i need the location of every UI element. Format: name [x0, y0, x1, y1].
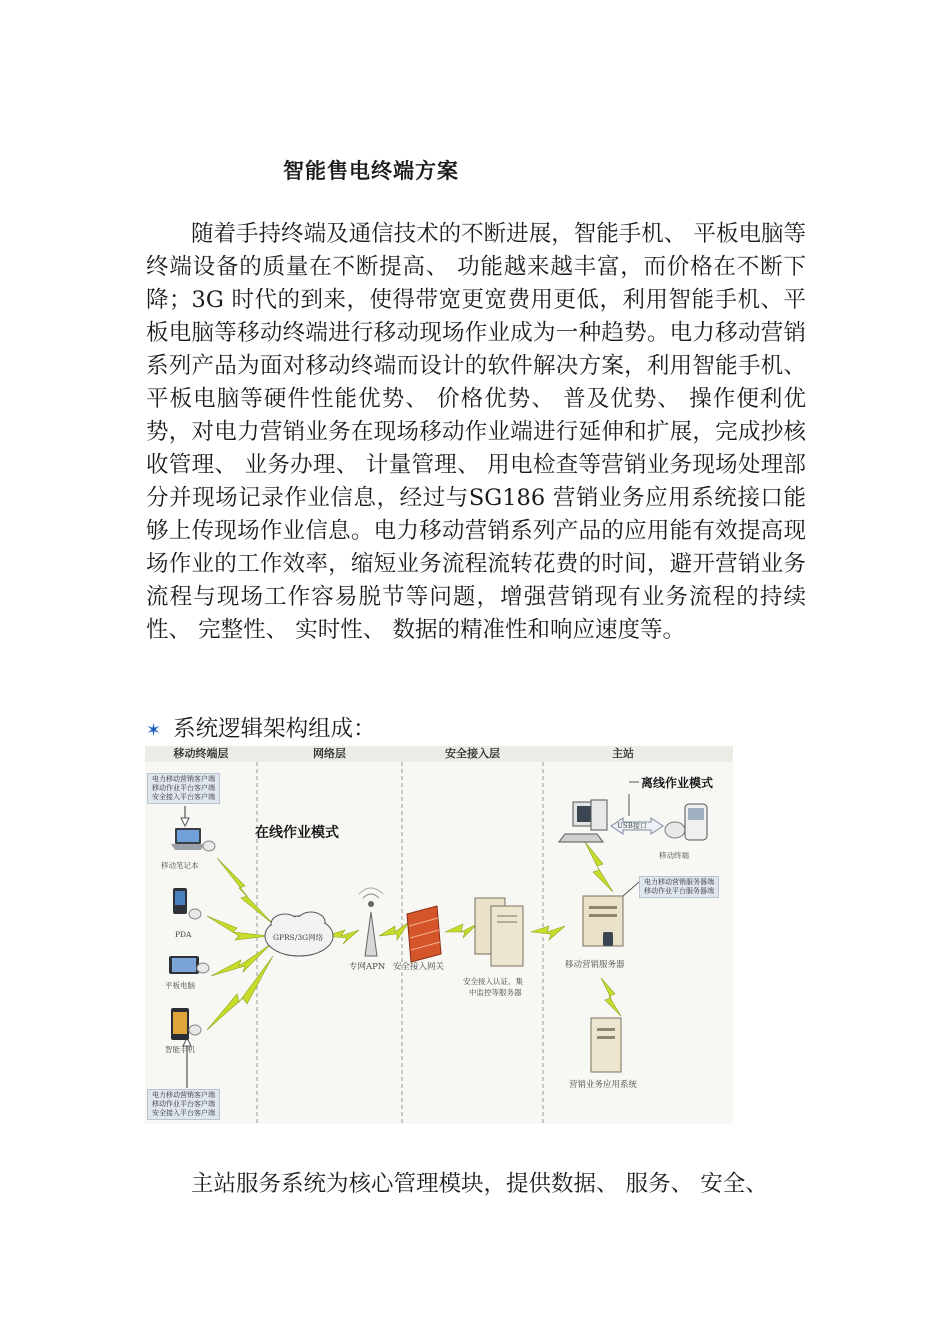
lightning-pda: [207, 916, 269, 940]
lightning-firewall-auth: [445, 924, 477, 938]
client-box-top: [147, 773, 220, 804]
mobile-terminal-label: 移动终端: [659, 851, 689, 860]
server-box-line: 电力移动营销服务器端: [644, 878, 714, 886]
master-station-paragraph: 主站服务系统为核心管理模块，提供数据、 服务、 安全、: [191, 1171, 768, 1197]
section-heading-text: 系统逻辑架构组成：: [173, 716, 376, 742]
client-box-line: 电力移动营销客户端: [152, 775, 215, 783]
architecture-diagram: [145, 746, 733, 1124]
network-cloud-label: GPRS/3G网络: [273, 933, 324, 942]
client-box-line: 电力移动营销客户端: [152, 1091, 215, 1099]
section-heading: [146, 714, 376, 746]
client-box-line: 移动作业平台客户端: [152, 1100, 215, 1108]
online-mode-label: 在线作业模式: [255, 825, 339, 841]
disk-icon: [197, 963, 209, 973]
intro-paragraph: 随着手持终端及通信技术的不断进展，智能手机、 平板电脑等终端设备的质量在不断提高、 功能越来越丰富，而价格在不断下降；3G 时代的到来，使得带宽更宽费用更低，利用智能手机、平板电脑等移动终端进行移动现场作业成为一种趋势。电力移动营销系列产品为面对移动终端而设计的软件解决方案，利用智能手机、 平板电脑等硬件性能优势、 价格优势、 普及优势、 操作便利优势，对电力营销业务在现场移动作业端进行延伸和扩展，完成抄核收管理、 业务办理、 计量管理、 用电检查等营销业务现场处理部分并现场记录作业信息，经过与SG186 营销业务应用系统接口能够上传现场作业信息。电力移动营销系列产品的应用能有效提高现场作业的工作效率，缩短业务流程流转花费的时间，避开营销业务流程与现场工作容易脱节等问题，增强营销现有业务流程的持续性、 完整性、 实时性、 数据的精准性和响应速度等。: [146, 221, 806, 643]
auth-server-icon: [475, 898, 523, 966]
disk-icon: [189, 1025, 201, 1035]
layer-security-access: 安全接入层: [445, 747, 500, 760]
disk-icon: [203, 841, 215, 851]
disk-icon: [189, 909, 201, 919]
apn-label: 专网APN: [349, 962, 386, 972]
gateway-label: 安全接入网关: [393, 962, 445, 972]
server-box-arrow: [623, 882, 639, 896]
laptop-icon: [171, 828, 205, 850]
lightning-pc-server: [585, 842, 613, 892]
offline-mode-label: 离线作业模式: [641, 776, 714, 790]
server-box-line: 移动作业平台服务器端: [644, 887, 714, 895]
mobile-terminal-icon: [665, 804, 707, 840]
client-box-line: 移动作业平台客户端: [152, 784, 215, 792]
arrow-top-head: [181, 818, 189, 826]
app-server-icon: [591, 1018, 621, 1072]
layer-mobile-terminal: 移动终端层: [173, 747, 229, 760]
client-box-bottom: [147, 1089, 220, 1120]
tablet-icon: [169, 956, 199, 974]
workstation-icon: [559, 800, 607, 842]
pda-label: PDA: [175, 930, 192, 939]
marketing-server-label: 移动营销服务器: [565, 960, 625, 970]
lightning-laptop: [217, 858, 273, 924]
document-title: 智能售电终端方案: [283, 159, 459, 183]
marketing-server-icon: [583, 896, 623, 946]
usb-label: USB接口: [617, 822, 647, 830]
laptop-label: 移动笔记本: [161, 861, 199, 870]
smartphone-icon: [171, 1008, 189, 1040]
lightning-server-app: [601, 978, 621, 1016]
lightning-antenna-firewall: [379, 922, 409, 940]
star-bullet-icon: ✶: [146, 720, 162, 741]
auth-server-label-1: 安全接入认证、集: [463, 977, 523, 986]
lightning-auth-server: [531, 926, 565, 940]
auth-server-label-2: 中监控等服务器: [469, 988, 522, 997]
pda-icon: [173, 888, 187, 914]
client-box-line: 安全接入平台客户端: [152, 1109, 215, 1117]
antenna-icon: [359, 888, 383, 956]
layer-master-station: 主站: [612, 747, 634, 760]
client-box-line: 安全接入平台客户端: [152, 793, 215, 801]
server-box: [639, 876, 719, 898]
app-system-label: 营销业务应用系统: [569, 1080, 638, 1090]
layer-network: 网络层: [313, 747, 346, 760]
firewall-icon: [407, 906, 441, 962]
diagram-graphics: [145, 746, 733, 1124]
tablet-label: 平板电脑: [165, 981, 195, 990]
phone-label: 智能手机: [165, 1045, 195, 1054]
